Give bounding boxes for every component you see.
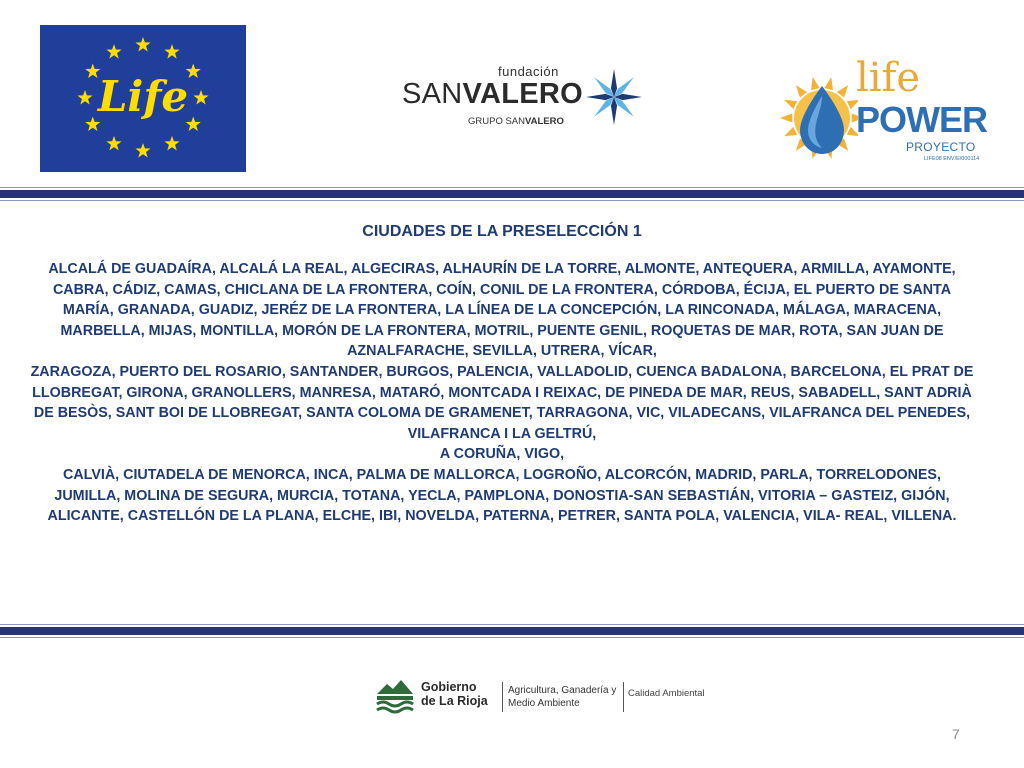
rioja-calidad-text: Calidad Ambiental [628, 688, 705, 699]
sun-ray-icon [780, 114, 792, 123]
bottom-divider-band [0, 627, 1024, 635]
lifepower-life-text: life [856, 55, 921, 101]
sanvalero-grupo [468, 116, 564, 127]
sanvalero-grupo-part2: VALERO [525, 116, 564, 127]
city-list-paragraph: ALCALÁ DE GUADAÍRA, ALCALÁ LA REAL, ALGECIRAS, ALHAURÍN DE LA TORRE, ALMONTE, ANTEQUERA, ARMILLA, AYAMONTE, CABRA, CÁDIZ, CAMAS, CHICLANA DE LA FRONTERA, COÍN, CONIL DE LA FRONTERA, CÓRDOBA, ÉCIJA, EL PUERTO DE SANTA MARÍA, GRANADA, GUADIZ, JERÉZ DE LA FRONTERA, LA LÍNEA DE LA CONCEPCIÓN, LA RINCONADA, MÁLAGA, MARACENA, MARBELLA, MIJAS, MONTILLA, MORÓN DE LA FRONTERA, MOTRIL, PUENTE GENIL, ROQUETAS DE MAR, ROTA, SAN JUAN DE AZNALFARACHE, SEVILLA, UTRERA, VÍCAR, [48, 261, 956, 360]
lifepower-code-text: LIFE08 ENV/E/000114 [924, 156, 980, 162]
eu-flag-graphic [40, 25, 246, 172]
gobierno-rioja-logo [375, 674, 715, 718]
rioja-gobierno-line1: Gobierno [421, 680, 477, 694]
sun-ray-icon [784, 127, 797, 136]
city-list-paragraph: ALICANTE, CASTELLÓN DE LA PLANA, ELCHE, IBI, NOVELDA, PATERNA, PETRER, SANTA POLA, VALENCIA, VILA- REAL, VILLENA. [47, 508, 957, 525]
city-list-paragraph: CALVIÀ, CIUTADELA DE MENORCA, INCA, PALMA DE MALLORCA, LOGROÑO, ALCORCÓN, MADRID, PARLA, TORRELODONES, JUMILLA, MOLINA DE SEGURA, MURCIA, TOTANA, YECLA, PAMPLONA, DONOSTIA-SAN SEBASTIÁN, VITORIA – GASTEIZ, GIJÓN, [54, 466, 950, 504]
city-list-paragraph: ZARAGOZA, PUERTO DEL ROSARIO, SANTANDER, BURGOS, PALENCIA, VALLADOLID, CUENCA BADALONA, BARCELONA, EL PRAT DE LLOBREGAT, GIRONA, GRANOLLERS, MANRESA, MATARÓ, MONTCADA I REIXAC, DE PINEDA DE MAR, REUS, SABADELL, SANT ADRIÀ DE BESÒS, SANT BOI DE LLOBREGAT, SANTA COLOMA DE GRAMENET, TARRAGONA, VIC, VILADECANS, VILAFRANCA DEL PENEDES, VILAFRANCA I LA GELTRÚ, [30, 363, 974, 442]
rioja-gobierno-line2: de La Rioja [421, 694, 488, 708]
sanvalero-name-part2: VALERO [462, 78, 584, 110]
sanvalero-name-part1: SAN [402, 78, 463, 110]
city-list-paragraph: A CORUÑA, VIGO, [439, 446, 565, 463]
sanvalero-fundacion-text: fundación [498, 64, 559, 79]
sun-drop-icon [778, 72, 858, 162]
page-title: CIUDADES DE LA PRESELECCIÓN 1 [362, 223, 642, 240]
sun-ray-icon [784, 100, 797, 109]
star-point-icon [614, 97, 634, 117]
lifepower-logo [778, 55, 990, 176]
page-number: 7 [952, 726, 960, 742]
rioja-gobierno-text [421, 680, 488, 708]
sun-ray-icon [811, 77, 820, 90]
lifepower-proyecto-text: PROYECTO [906, 140, 976, 154]
star-point-icon [594, 77, 614, 97]
top-divider-band [0, 190, 1024, 198]
sanvalero-name [402, 77, 583, 111]
sun-ray-icon [824, 77, 833, 90]
rioja-dept-line1: Agricultura, Ganadería y [508, 685, 617, 696]
eu-life-wordmark: Life [97, 72, 189, 121]
main-content [30, 222, 974, 527]
rioja-department-text [508, 684, 616, 710]
sanvalero-grupo-part1: GRUPO SAN [468, 116, 526, 127]
rioja-emblem-icon [375, 676, 415, 714]
eu-life-logo [40, 25, 246, 172]
star-point-icon [594, 97, 614, 117]
rioja-separator [502, 682, 503, 712]
star-point-icon [614, 77, 634, 97]
rioja-dept-line2: Medio Ambiente [508, 698, 580, 709]
sanvalero-star-icon [584, 66, 644, 128]
lifepower-power-text: POWER [856, 99, 988, 140]
sanvalero-logo [398, 64, 648, 134]
rioja-separator [623, 682, 624, 712]
